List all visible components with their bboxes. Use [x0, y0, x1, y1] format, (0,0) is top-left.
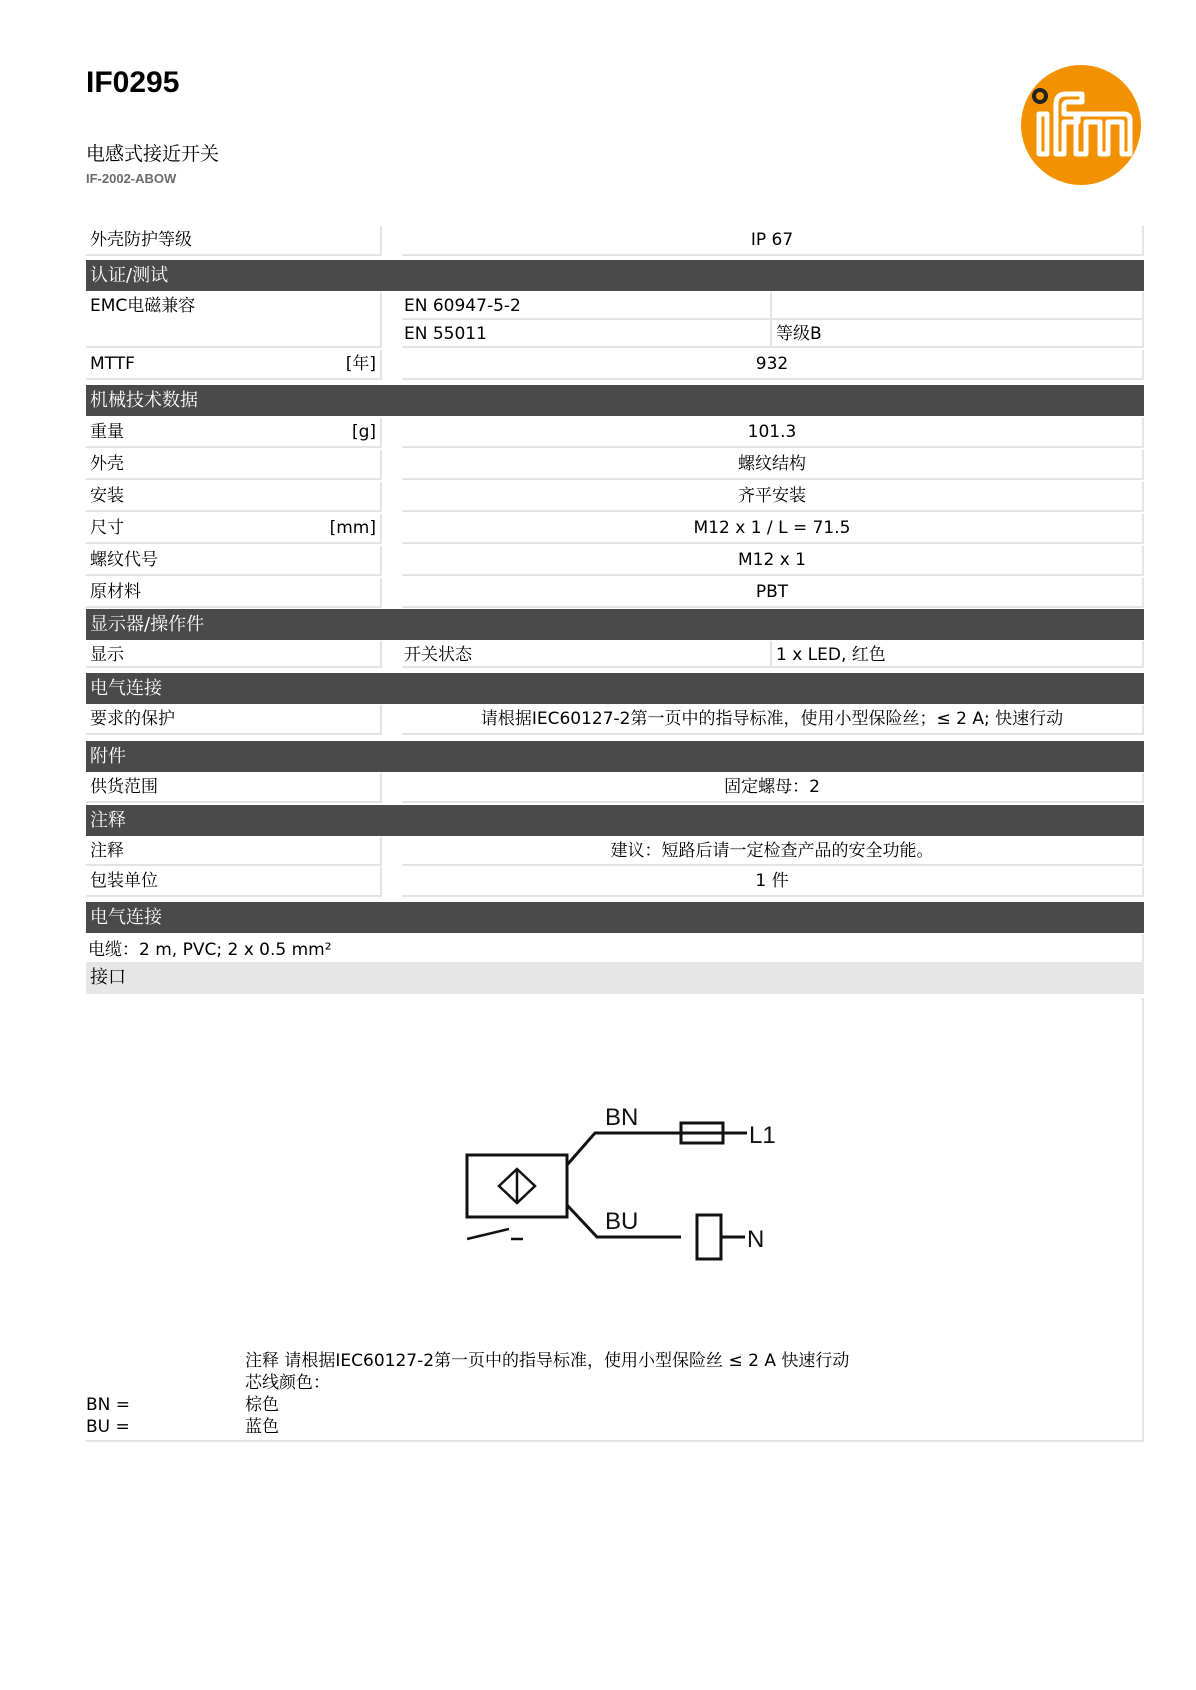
- product-title: IF0295: [86, 66, 180, 99]
- label-weight: [86, 418, 382, 448]
- value-note: 建议：短路后请一定检查产品的安全功能。: [402, 837, 1144, 866]
- section-elec1: 电气连接: [86, 673, 1144, 704]
- row-material: [86, 578, 1144, 608]
- value-cable: 电缆：2 m, PVC; 2 x 0.5 mm²: [86, 934, 1144, 968]
- emc-class1: [772, 292, 1144, 320]
- row-protection: [86, 226, 1144, 256]
- label-protection: 外壳防护等级: [86, 226, 382, 256]
- label-packing: 包装单位: [86, 867, 382, 897]
- label-protection-req: 要求的保护: [86, 705, 382, 735]
- row-weight: [86, 418, 1144, 448]
- label-mttf-text: MTTF: [90, 354, 135, 374]
- label-bu: BU: [605, 1208, 639, 1235]
- emc-std1: EN 60947-5-2: [402, 292, 772, 320]
- label-mttf: [86, 350, 382, 380]
- label-dimensions-text: 尺寸: [90, 518, 124, 538]
- section-mech: 机械技术数据: [86, 385, 1144, 416]
- unit-mttf: [年]: [345, 354, 376, 374]
- value-scope: 固定螺母：2: [402, 773, 1144, 803]
- label-mounting: 安装: [86, 482, 382, 512]
- unit-weight: [g]: [351, 422, 376, 442]
- footnote-bu-key: BU =: [86, 1417, 130, 1437]
- value-mounting: 齐平安装: [402, 482, 1144, 512]
- label-emc: EMC电磁兼容: [86, 292, 382, 348]
- row-mttf: [86, 350, 1144, 380]
- row-dimensions: [86, 514, 1144, 544]
- label-weight-text: 重量: [90, 422, 124, 442]
- label-dimensions: [86, 514, 382, 544]
- label-material: 原材料: [86, 578, 382, 608]
- label-l1: L1: [749, 1122, 776, 1149]
- emc-class2: 等级B: [772, 320, 1144, 348]
- value-housing: 螺纹结构: [402, 450, 1144, 480]
- label-bn: BN: [605, 1104, 639, 1131]
- value-display: 1 x LED, 红色: [772, 641, 1144, 668]
- product-subtitle: 电感式接近开关: [86, 143, 220, 165]
- value-dimensions: M12 x 1 / L = 71.5: [402, 514, 1144, 544]
- display-sub: 开关状态: [402, 641, 772, 668]
- footnote-line1: 注释 请根据IEC60127-2第一页中的指导标准，使用小型保险丝 ≤ 2 A 快速行动: [245, 1351, 850, 1371]
- value-mttf: 932: [402, 350, 1144, 380]
- emc-std2: EN 55011: [402, 320, 772, 348]
- bn-wire: [567, 1133, 681, 1165]
- row-mounting: [86, 482, 1144, 512]
- footnote-bu-val: 蓝色: [245, 1417, 279, 1437]
- footnote-bn-val: 棕色: [245, 1395, 279, 1415]
- label-note: 注释: [86, 837, 382, 866]
- switch-lever: [467, 1229, 509, 1239]
- section-accessories: 附件: [86, 741, 1144, 772]
- label-housing: 外壳: [86, 450, 382, 480]
- wiring-diagram: [455, 1085, 795, 1265]
- value-protection: IP 67: [402, 226, 1144, 256]
- row-emc-2: [86, 320, 1144, 348]
- label-scope: 供货范围: [86, 773, 382, 803]
- label-thread: 螺纹代号: [86, 546, 382, 576]
- value-packing: 1 件: [402, 867, 1144, 897]
- section-display: 显示器/操作件: [86, 609, 1144, 640]
- label-n: N: [747, 1226, 765, 1253]
- footnote-line2: 芯线颜色：: [245, 1373, 330, 1393]
- label-display: 显示: [86, 641, 382, 668]
- ifm-logo: [1020, 64, 1142, 186]
- section-notes: 注释: [86, 805, 1144, 836]
- row-thread: [86, 546, 1144, 576]
- section-interface: 接口: [86, 962, 1144, 994]
- section-elec2: 电气连接: [86, 902, 1144, 933]
- section-cert: 认证/测试: [86, 260, 1144, 291]
- load-symbol: [697, 1215, 721, 1259]
- row-packing: [86, 867, 1144, 897]
- value-protection-req: 请根据IEC60127-2第一页中的指导标准，使用小型保险丝；≤ 2 A; 快速行动: [402, 705, 1144, 735]
- row-scope: [86, 773, 1144, 803]
- value-weight: 101.3: [402, 418, 1144, 448]
- value-thread: M12 x 1: [402, 546, 1144, 576]
- row-protection-req: [86, 705, 1144, 735]
- footnote-bn-key: BN =: [86, 1395, 131, 1415]
- value-material: PBT: [402, 578, 1144, 608]
- row-note: [86, 837, 1144, 866]
- unit-dimensions: [mm]: [329, 518, 376, 538]
- row-emc-1: [86, 292, 1144, 320]
- row-display: [86, 641, 1144, 668]
- product-code: IF-2002-ABOW: [86, 171, 177, 186]
- row-housing: [86, 450, 1144, 480]
